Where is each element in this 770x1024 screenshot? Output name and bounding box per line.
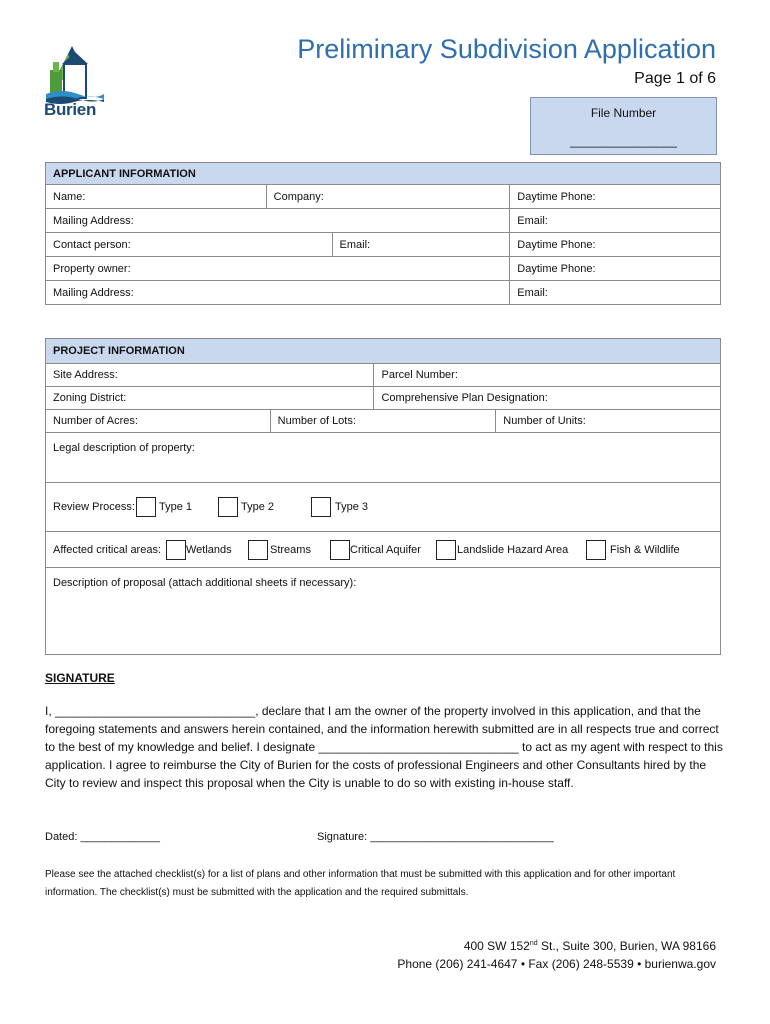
critical-areas-label: Affected critical areas: bbox=[53, 543, 162, 556]
company-field[interactable]: Company: bbox=[266, 185, 510, 209]
landslide-hazard-label: Landslide Hazard Area bbox=[457, 543, 569, 556]
signature-field[interactable]: Signature: ______________________________ bbox=[317, 831, 554, 843]
fish-wildlife-label: Fish & Wildlife bbox=[610, 543, 680, 556]
project-section-heading: PROJECT INFORMATION bbox=[46, 339, 721, 364]
proposal-description-label: Description of proposal (attach additional sheets if necessary): bbox=[53, 577, 357, 589]
type-3-label: Type 3 bbox=[335, 501, 369, 513]
landslide-hazard-checkbox[interactable] bbox=[436, 540, 456, 560]
applicant-section-heading: APPLICANT INFORMATION bbox=[46, 163, 721, 185]
owner-phone-field[interactable]: Daytime Phone: bbox=[510, 257, 721, 281]
owner-email-field[interactable]: Email: bbox=[510, 281, 721, 305]
type-1-checkbox[interactable] bbox=[136, 497, 156, 517]
comp-plan-field[interactable]: Comprehensive Plan Designation: bbox=[374, 387, 721, 410]
legal-description-field[interactable] bbox=[46, 433, 721, 483]
file-number-field[interactable]: ________________ bbox=[570, 134, 677, 148]
review-process-label: Review Process: bbox=[53, 501, 135, 513]
file-number-box[interactable] bbox=[530, 97, 717, 155]
units-field[interactable]: Number of Units: bbox=[496, 410, 721, 433]
legal-description-label: Legal description of property: bbox=[53, 442, 195, 454]
email-field[interactable]: Email: bbox=[510, 209, 721, 233]
critical-aquifer-checkbox[interactable] bbox=[330, 540, 350, 560]
address-prefix: 400 SW 152 bbox=[463, 939, 530, 953]
acres-field[interactable]: Number of Acres: bbox=[46, 410, 271, 433]
critical-areas-row bbox=[46, 532, 721, 568]
property-owner-field[interactable]: Property owner: bbox=[46, 257, 510, 281]
type-3-checkbox[interactable] bbox=[311, 497, 331, 517]
type-2-checkbox[interactable] bbox=[218, 497, 238, 517]
name-field[interactable]: Name: bbox=[46, 185, 267, 209]
wetlands-label: Wetlands bbox=[186, 543, 232, 556]
dated-field[interactable]: Dated: _____________ bbox=[45, 831, 160, 843]
streams-checkbox[interactable] bbox=[248, 540, 268, 560]
review-process-row bbox=[46, 483, 721, 532]
daytime-phone-field[interactable]: Daytime Phone: bbox=[510, 185, 721, 209]
mailing-address-field[interactable]: Mailing Address: bbox=[46, 209, 510, 233]
lots-field[interactable]: Number of Lots: bbox=[270, 410, 496, 433]
wetlands-checkbox[interactable] bbox=[166, 540, 186, 560]
address-sup: nd bbox=[529, 940, 538, 947]
address-suffix: St., Suite 300, Burien, WA 98166 bbox=[537, 939, 716, 953]
type-2-label: Type 2 bbox=[241, 501, 275, 513]
critical-aquifer-label: Critical Aquifer bbox=[350, 543, 421, 556]
type-1-label: Type 1 bbox=[159, 501, 193, 513]
project-information-table bbox=[45, 338, 721, 655]
page-title: Preliminary Subdivision Application bbox=[297, 34, 716, 64]
contact-email-field[interactable]: Email: bbox=[332, 233, 510, 257]
page-number: Page 1 of 6 bbox=[634, 70, 716, 87]
footer-contact: Phone (206) 241-4647 • Fax (206) 248-5539 • burienwa.gov bbox=[397, 957, 716, 971]
streams-label: Streams bbox=[270, 543, 311, 556]
declaration-text: I, ______________________________, declare that I am the owner of the property involved in this application, and that the foregoing statements and answers herein contained, and the information herewith submitted are in all respects true and correct to the best of my knowledge and belief. I designate ______________________________ to act as my agent with respect to this application. I agree to reimburse the City of Burien for the costs of professional Engineers and other Consultants hired by the City to review and inspect this proposal when the City is unable to do so with existing in-house staff. bbox=[45, 704, 723, 790]
contact-phone-field[interactable]: Daytime Phone: bbox=[510, 233, 721, 257]
file-number-label: File Number bbox=[590, 106, 657, 120]
fish-wildlife-checkbox[interactable] bbox=[586, 540, 606, 560]
proposal-description-field[interactable] bbox=[46, 568, 721, 655]
site-address-field[interactable]: Site Address: bbox=[46, 364, 374, 387]
applicant-information-table bbox=[45, 162, 721, 305]
signature-heading: SIGNATURE bbox=[45, 671, 115, 685]
parcel-number-field[interactable]: Parcel Number: bbox=[374, 364, 721, 387]
zoning-district-field[interactable]: Zoning District: bbox=[46, 387, 374, 410]
checklist-note: Please see the attached checklist(s) for a list of plans and other information that must be submitted with this application and for other important information. The checklist(s) must be submitted with the application and the required submittals. bbox=[45, 869, 676, 898]
contact-person-field[interactable]: Contact person: bbox=[46, 233, 333, 257]
owner-mailing-address-field[interactable]: Mailing Address: bbox=[46, 281, 510, 305]
footer-address bbox=[464, 939, 716, 953]
logo-text: Burien bbox=[44, 100, 97, 119]
